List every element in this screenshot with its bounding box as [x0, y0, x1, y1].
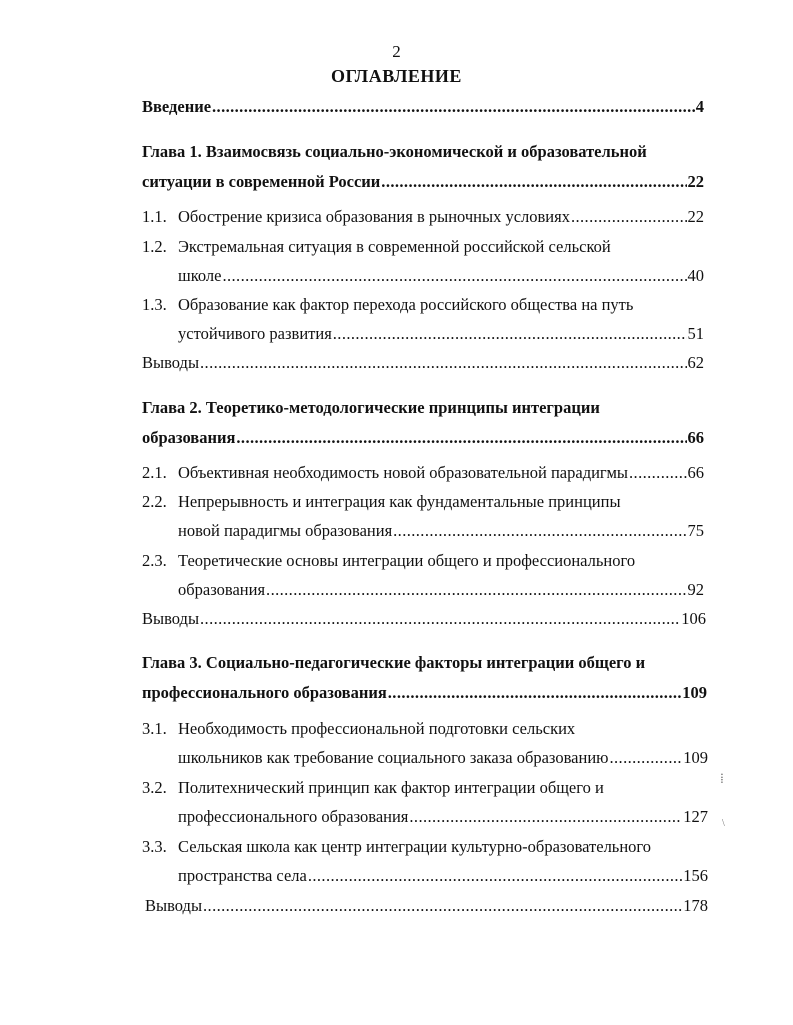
toc-entry-ch3-conclusions — [145, 895, 708, 917]
chapter-title-cont: образования — [142, 428, 236, 447]
dot-leader — [212, 96, 695, 118]
chapter-2-heading-cont — [142, 427, 704, 449]
entry-title-cont: новой парадигмы образования — [178, 521, 393, 540]
entry-title: Непрерывность и интеграция как фундаментальные принципы — [178, 492, 621, 511]
section-number: 1.2. — [142, 237, 167, 256]
section-number: 3.1. — [142, 719, 167, 738]
entry-title: Политехнический принцип как фактор интеграции общего и — [178, 778, 604, 797]
dot-leader — [571, 206, 687, 228]
toc-entry-3-3 — [142, 836, 717, 858]
toc-entry-2-2-cont — [178, 520, 704, 542]
chapter-title-cont: профессионального образования — [142, 683, 387, 702]
chapter-1-heading-cont — [142, 171, 704, 193]
chapter-title: Глава 2. Теоретико-методологические принципы интеграции — [142, 398, 600, 417]
chapter-1-heading — [142, 141, 712, 163]
entry-title: Сельская школа как центр интеграции культурно-образовательного — [178, 837, 652, 856]
entry-title: Выводы — [142, 609, 200, 628]
chapter-title: Глава 1. Взаимосвязь социально-экономической и образовательной — [142, 142, 647, 161]
dot-leader — [308, 865, 682, 887]
entry-title-cont: школе — [178, 266, 222, 285]
page-ref: 75 — [687, 521, 704, 540]
dot-leader — [333, 323, 687, 345]
page-ref: 51 — [687, 324, 704, 343]
toc-entry-3-1-cont — [178, 747, 708, 769]
page-ref: 66 — [687, 428, 704, 447]
dot-leader — [236, 427, 686, 449]
dot-leader — [222, 265, 686, 287]
dot-leader — [266, 579, 686, 601]
section-number: 2.1. — [142, 463, 167, 482]
scan-speck: \ — [722, 818, 725, 829]
dot-leader — [393, 520, 686, 542]
toc-entry-introduction — [142, 96, 704, 118]
toc-entry-2-2 — [142, 491, 712, 513]
page-ref: 109 — [682, 683, 707, 702]
page-ref: 178 — [683, 896, 708, 915]
entry-title: Введение — [142, 97, 212, 116]
scan-speck: ⁞ — [720, 772, 724, 787]
dot-leader — [629, 462, 686, 484]
entry-title: Необходимость профессиональной подготовки сельских — [178, 719, 576, 738]
dot-leader — [200, 608, 680, 630]
page-ref: 109 — [683, 748, 708, 767]
toc-entry-3-3-cont — [178, 865, 708, 887]
page-ref: 156 — [683, 866, 708, 885]
toc-entry-3-2 — [142, 777, 712, 799]
toc-entry-3-1 — [142, 718, 712, 740]
toc-entry-1-2-cont — [178, 265, 704, 287]
chapter-title: Глава 3. Социально-педагогические факторы интеграции общего и — [142, 653, 646, 672]
toc-entry-ch2-conclusions — [142, 608, 706, 630]
toc-title: ОГЛАВЛЕНИЕ — [331, 66, 462, 86]
page-ref: 22 — [687, 207, 704, 226]
entry-title: Образование как фактор перехода российского общества на путь — [178, 295, 634, 314]
toc-entry-ch1-conclusions — [142, 352, 704, 374]
dot-leader — [381, 171, 686, 193]
chapter-3-heading-cont — [142, 682, 707, 704]
page-ref: 127 — [683, 807, 708, 826]
section-number: 3.2. — [142, 778, 167, 797]
entry-title: Обострение кризиса образования в рыночных условиях — [178, 207, 570, 226]
chapter-3-heading — [142, 652, 717, 674]
dot-leader — [203, 895, 682, 917]
dot-leader — [200, 352, 686, 374]
section-number: 2.2. — [142, 492, 167, 511]
entry-title-cont: школьников как требование социального заказа образованию — [178, 748, 609, 767]
toc-entry-1-1 — [142, 206, 704, 228]
toc-entry-3-2-cont — [178, 806, 708, 828]
dot-leader — [409, 806, 682, 828]
page-ref: 106 — [681, 609, 706, 628]
entry-title: Объективная необходимость новой образовательной парадигмы — [178, 463, 629, 482]
entry-title: Выводы — [142, 353, 200, 372]
section-number: 3.3. — [142, 837, 167, 856]
chapter-title-cont: ситуации в современной России — [142, 172, 381, 191]
toc-entry-1-3-cont — [178, 323, 704, 345]
page-ref: 4 — [695, 97, 704, 116]
toc-entry-2-3-cont — [178, 579, 704, 601]
entry-title-cont: профессионального образования — [178, 807, 409, 826]
page-number: 2 — [392, 42, 401, 61]
entry-title: Экстремальная ситуация в современной российской сельской — [178, 237, 611, 256]
page-ref: 92 — [687, 580, 704, 599]
entry-title: Теоретические основы интеграции общего и профессионального — [178, 551, 636, 570]
page-ref: 40 — [687, 266, 704, 285]
dot-leader — [610, 747, 683, 769]
entry-title: Выводы — [145, 896, 203, 915]
page-ref: 62 — [687, 353, 704, 372]
section-number: 1.3. — [142, 295, 167, 314]
toc-entry-2-1 — [142, 462, 704, 484]
toc-entry-2-3 — [142, 550, 712, 572]
toc-entry-1-3 — [142, 294, 712, 316]
page-ref: 22 — [687, 172, 704, 191]
section-number: 2.3. — [142, 551, 167, 570]
page-ref: 66 — [687, 463, 704, 482]
chapter-2-heading — [142, 397, 712, 419]
entry-title-cont: пространства села — [178, 866, 307, 885]
toc-entry-1-2 — [142, 236, 712, 258]
section-number: 1.1. — [142, 207, 167, 226]
dot-leader — [388, 682, 681, 704]
entry-title-cont: образования — [178, 580, 266, 599]
entry-title-cont: устойчивого развития — [178, 324, 332, 343]
